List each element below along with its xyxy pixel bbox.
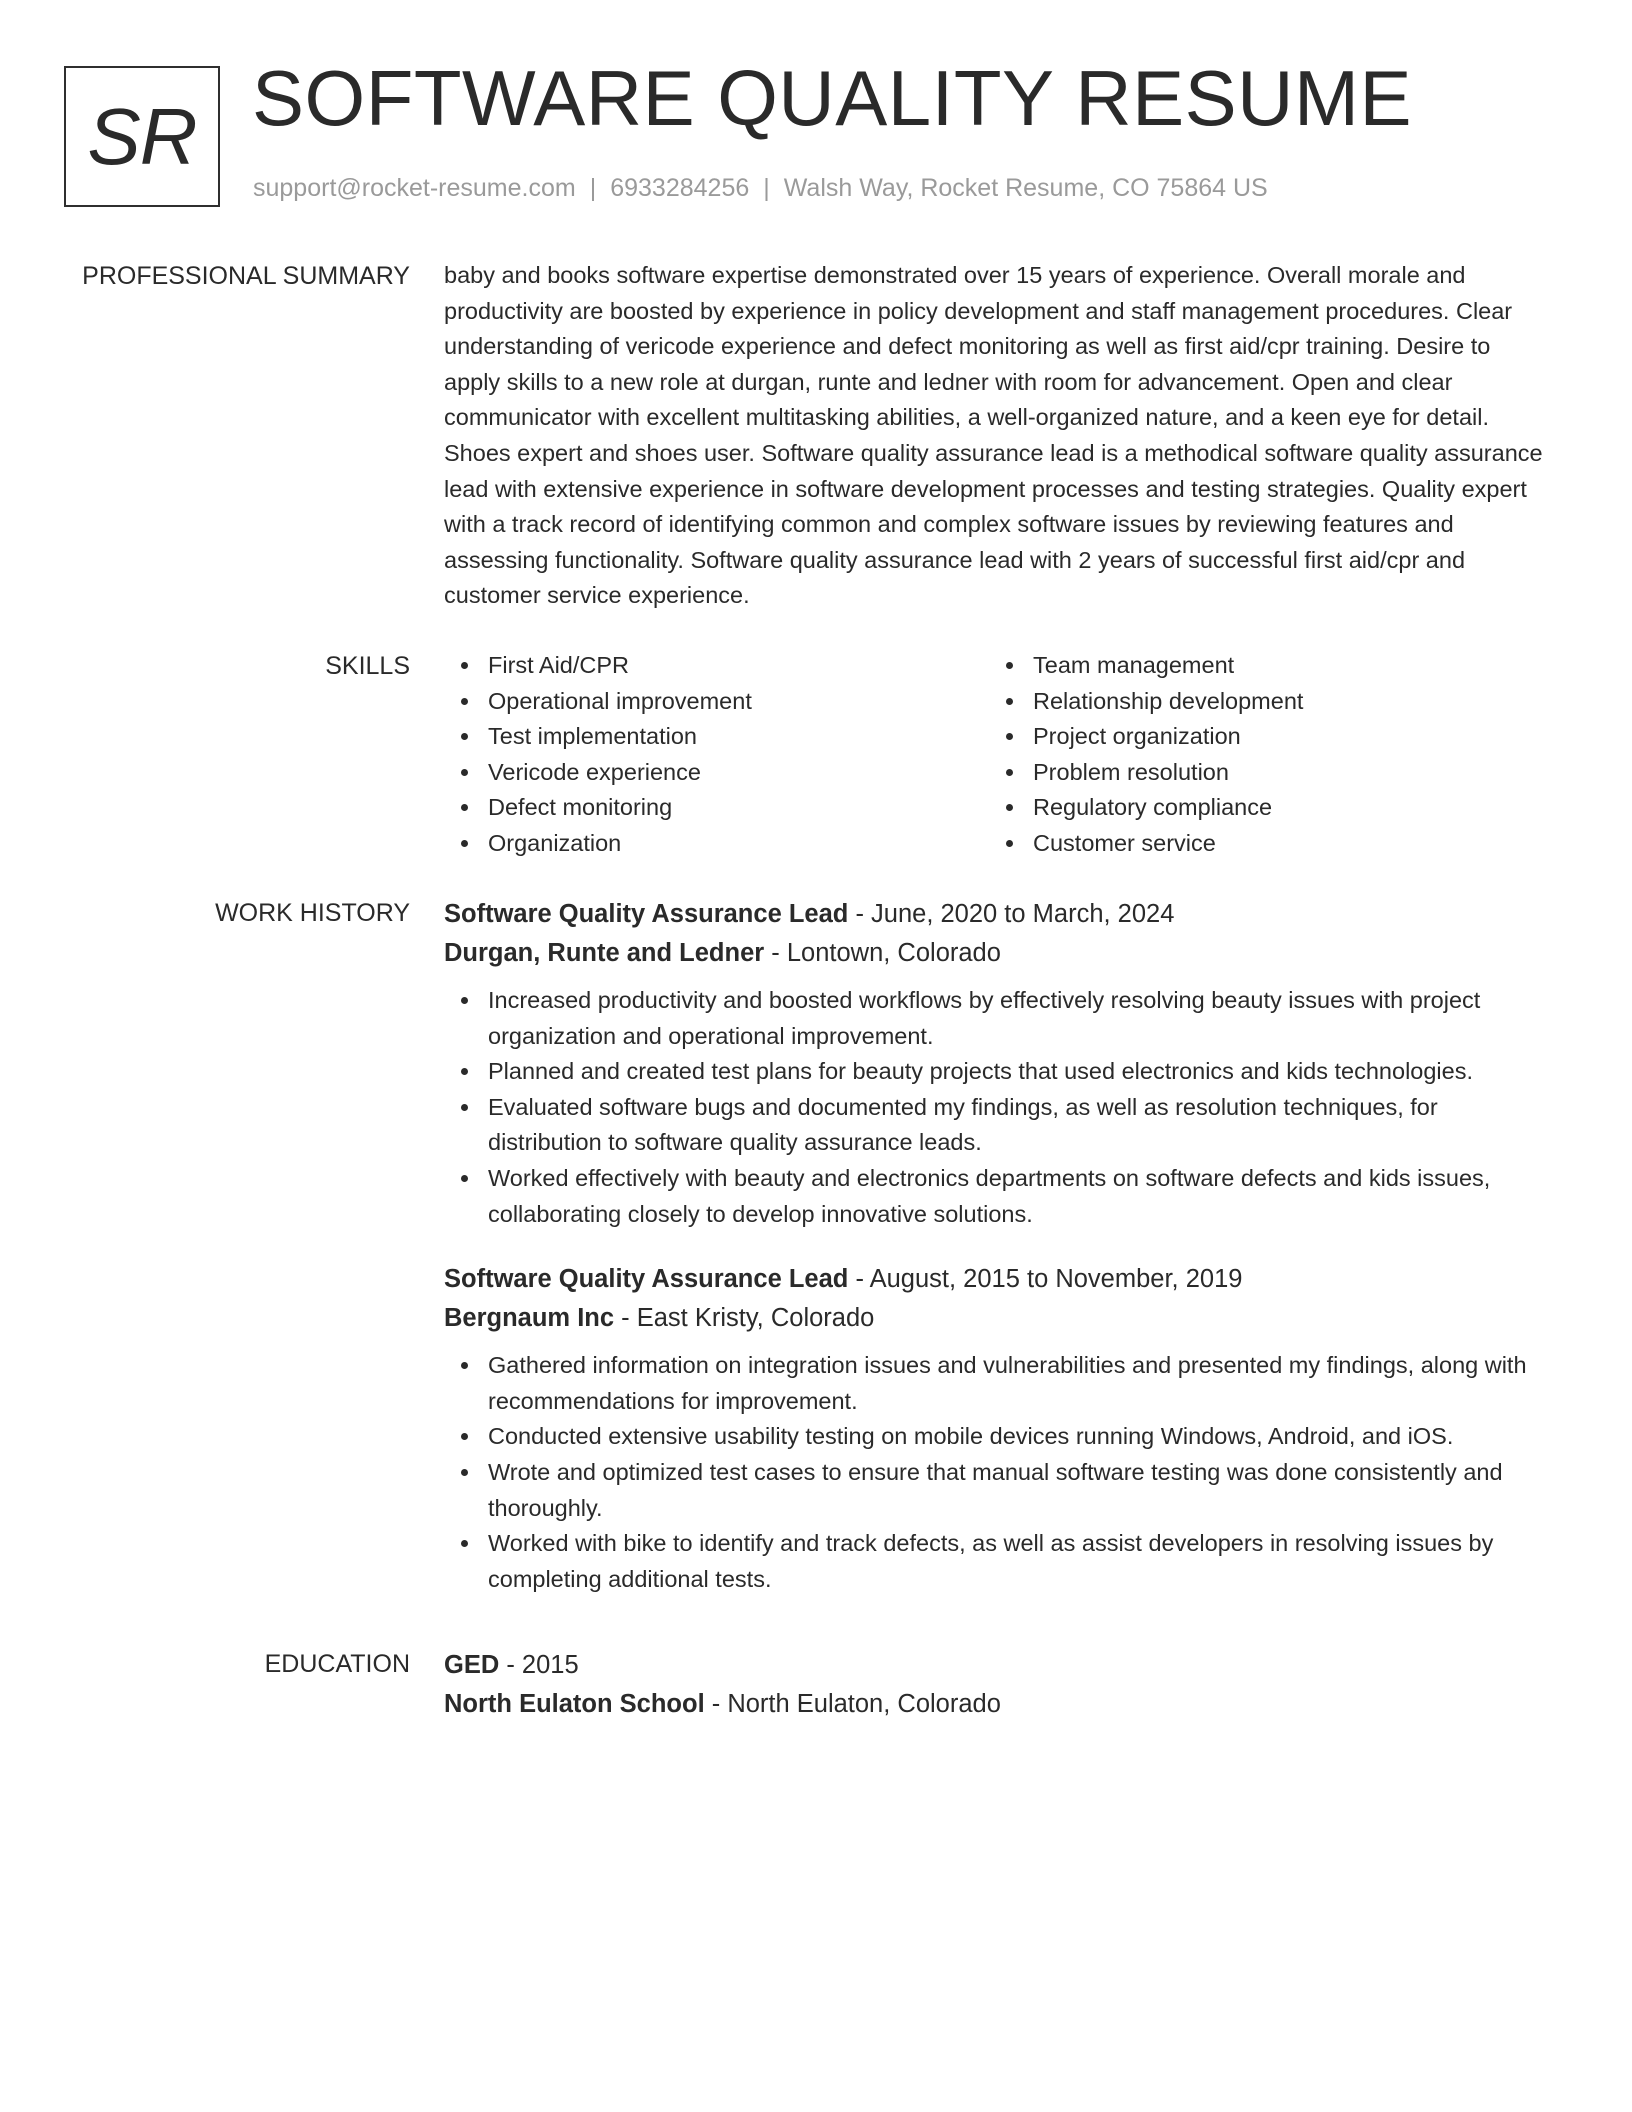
- job-bullet: Conducted extensive usability testing on mobile devices running Windows, Android, and iOS.: [444, 1419, 1552, 1455]
- skill-item: Test implementation: [444, 719, 989, 755]
- degree-year: - 2015: [499, 1651, 579, 1679]
- section-heading-education: EDUCATION: [264, 1650, 410, 1678]
- degree: GED: [444, 1651, 500, 1679]
- job-bullet: Planned and created test plans for beauty projects that used electronics and kids technologies.: [444, 1054, 1552, 1090]
- job-bullet: Wrote and optimized test cases to ensure that manual software testing was done consistently and thoroughly.: [444, 1455, 1552, 1526]
- contact-separator: |: [763, 174, 770, 202]
- skill-item: Project organization: [989, 719, 1534, 755]
- job-title-line: [444, 1260, 1552, 1299]
- job-entry: [444, 895, 1552, 1232]
- skill-item: Customer service: [989, 826, 1534, 862]
- job-bullet: Evaluated software bugs and documented my findings, as well as resolution techniques, for distribution to software quality assurance leads.: [444, 1090, 1552, 1161]
- job-dates: - June, 2020 to March, 2024: [848, 900, 1175, 928]
- resume-title: SOFTWARE QUALITY RESUME: [252, 54, 1412, 142]
- skill-item: Problem resolution: [989, 755, 1534, 791]
- job-entry: [444, 1260, 1552, 1597]
- skills-grid: [444, 648, 1552, 862]
- job-location: - Lontown, Colorado: [764, 939, 1001, 967]
- skill-item: Regulatory compliance: [989, 790, 1534, 826]
- education-body: [444, 1646, 1552, 1724]
- school-line: [444, 1685, 1552, 1724]
- degree-line: [444, 1646, 1552, 1685]
- skills-list-left: [444, 648, 989, 862]
- job-company-line: [444, 1299, 1552, 1338]
- skill-item: Team management: [989, 648, 1534, 684]
- job-bullets: [444, 1348, 1552, 1597]
- job-bullet: Increased productivity and boosted workflows by effectively resolving beauty issues with project organization and operational improvement.: [444, 983, 1552, 1054]
- skills-list-right: [989, 648, 1534, 862]
- job-dates: - August, 2015 to November, 2019: [848, 1265, 1243, 1294]
- skill-item: First Aid/CPR: [444, 648, 989, 684]
- job-company-line: [444, 934, 1552, 973]
- job-bullets: [444, 983, 1552, 1232]
- contact-line: [253, 174, 1268, 203]
- contact-address: Walsh Way, Rocket Resume, CO 75864 US: [783, 174, 1268, 202]
- job-bullet: Worked effectively with beauty and electronics departments on software defects and kids issues, collaborating closely to develop innovative solutions.: [444, 1161, 1552, 1232]
- job-bullet: Worked with bike to identify and track defects, as well as assist developers in resolving issues by completing additional tests.: [444, 1526, 1552, 1597]
- job-bullet: Gathered information on integration issues and vulnerabilities and presented my findings, along with recommendations for improvement.: [444, 1348, 1552, 1419]
- skill-item: Organization: [444, 826, 989, 862]
- school-name: North Eulaton School: [444, 1690, 705, 1718]
- contact-email: support@rocket-resume.com: [253, 174, 576, 202]
- contact-phone: 6933284256: [610, 174, 750, 202]
- skill-item: Operational improvement: [444, 684, 989, 720]
- skill-item: Relationship development: [989, 684, 1534, 720]
- school-location: - North Eulaton, Colorado: [704, 1690, 1001, 1718]
- monogram-logo: SR: [64, 66, 220, 207]
- section-heading-work: WORK HISTORY: [215, 899, 410, 927]
- summary-text: baby and books software expertise demonstrated over 15 years of experience. Overall morale and productivity are boosted by experience in policy development and staff management procedures. Clear understanding of vericode experience and defect monitoring as well as first aid/cpr training. Desire to apply skills to a new role at durgan, runte and ledner with room for advancement. Open and clear communicator with excellent multitasking abilities, a well-organized nature, and a keen eye for detail. Shoes expert and shoes user. Software quality assurance lead is a methodical software quality assurance lead with extensive experience in software development processes and testing strategies. Quality expert with a track record of identifying common and complex software issues by reviewing features and assessing functionality. Software quality assurance lead with 2 years of successful first aid/cpr and customer service experience.: [444, 262, 1543, 609]
- skill-item: Defect monitoring: [444, 790, 989, 826]
- job-company: Bergnaum Inc: [444, 1304, 615, 1333]
- work-body: [444, 895, 1552, 1625]
- section-heading-summary: PROFESSIONAL SUMMARY: [82, 262, 410, 290]
- section-heading-skills: SKILLS: [325, 652, 410, 680]
- contact-separator: |: [589, 174, 597, 202]
- job-title: Software Quality Assurance Lead: [444, 1265, 849, 1294]
- job-title: Software Quality Assurance Lead: [444, 900, 849, 928]
- summary-body: [444, 258, 1552, 614]
- job-location: - East Kristy, Colorado: [614, 1304, 875, 1333]
- job-title-line: [444, 895, 1552, 934]
- job-company: Durgan, Runte and Ledner: [444, 939, 765, 967]
- skill-item: Vericode experience: [444, 755, 989, 791]
